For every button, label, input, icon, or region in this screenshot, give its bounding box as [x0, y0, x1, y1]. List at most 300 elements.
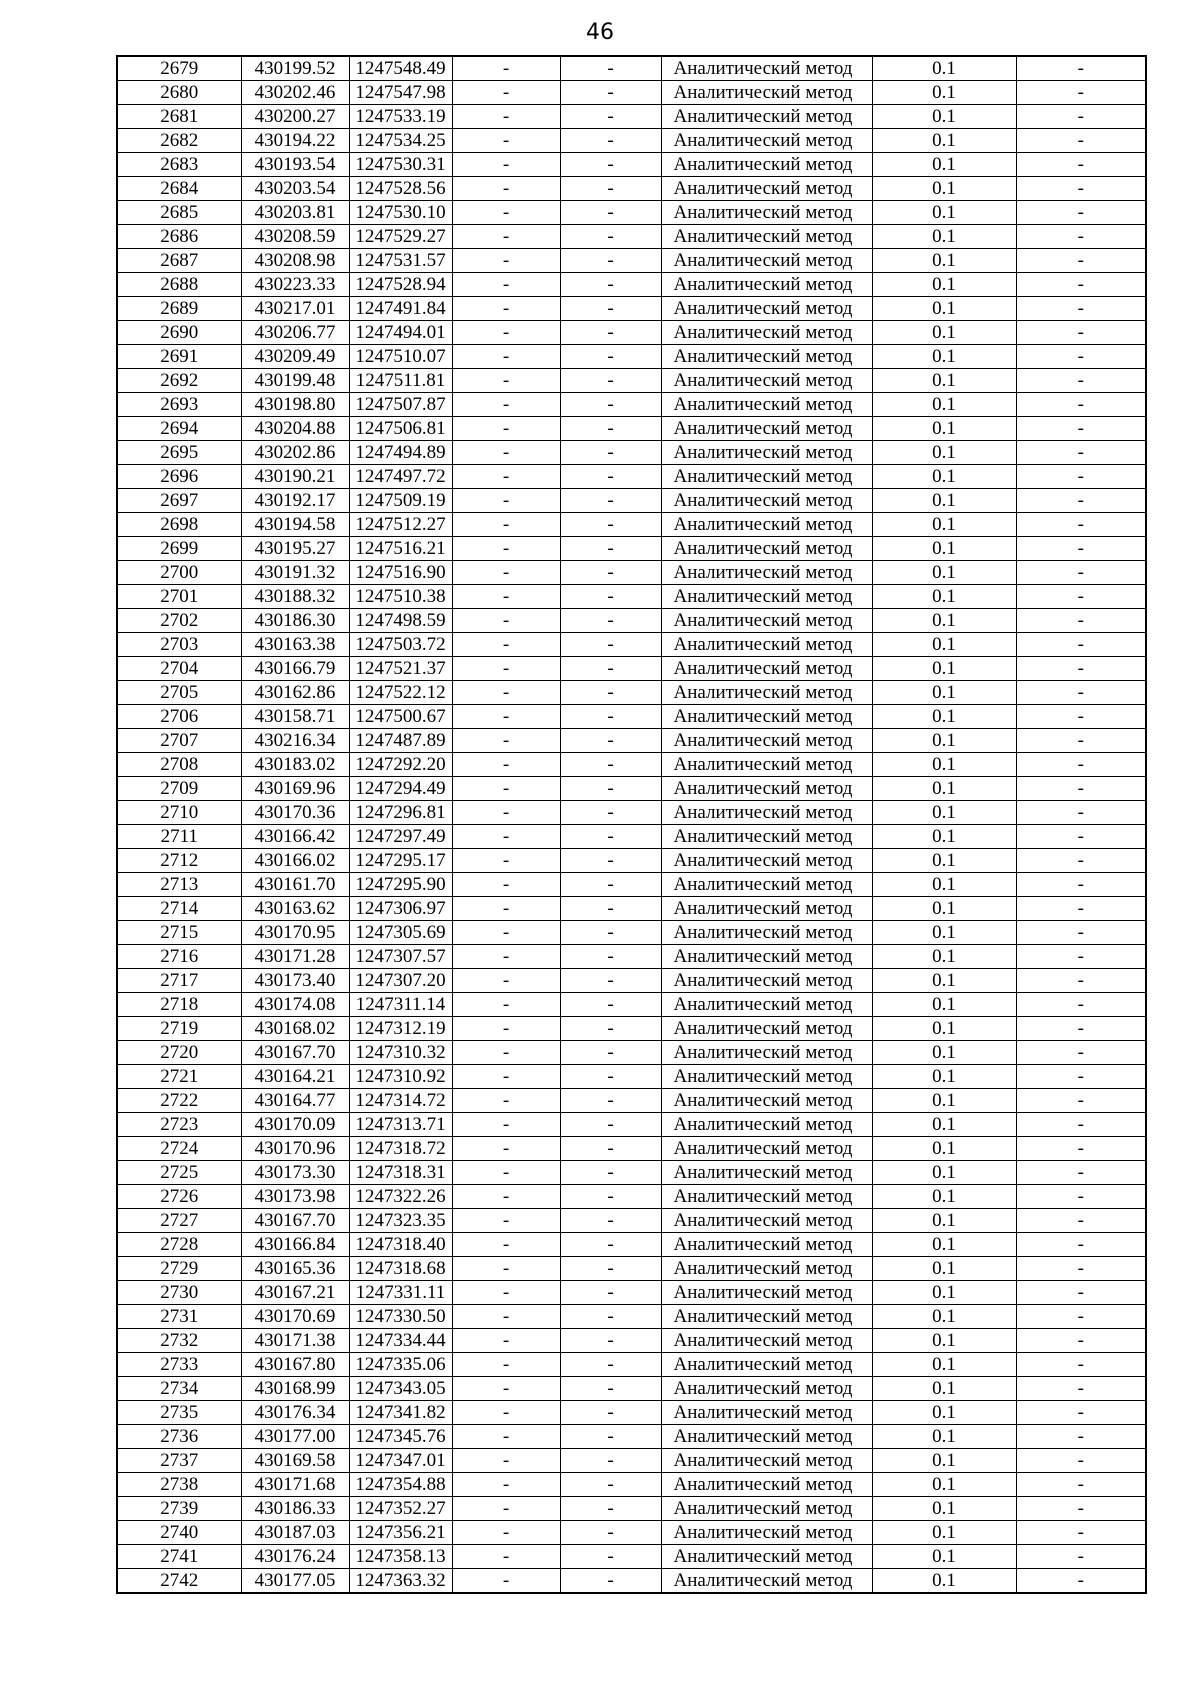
point-number-cell: 2703 — [117, 633, 241, 657]
x-coordinate-cell: 430168.99 — [241, 1377, 349, 1401]
empty-cell-2: - — [560, 465, 661, 489]
point-number-cell: 2697 — [117, 489, 241, 513]
table-row — [117, 153, 1146, 177]
accuracy-cell: 0.1 — [872, 1185, 1016, 1209]
table-row — [117, 1329, 1146, 1353]
accuracy-cell: 0.1 — [872, 873, 1016, 897]
empty-cell-3: - — [1016, 777, 1146, 801]
point-number-cell: 2726 — [117, 1185, 241, 1209]
accuracy-cell: 0.1 — [872, 1065, 1016, 1089]
x-coordinate-cell: 430173.98 — [241, 1185, 349, 1209]
point-number-cell: 2725 — [117, 1161, 241, 1185]
x-coordinate-cell: 430173.40 — [241, 969, 349, 993]
y-coordinate-cell: 1247510.07 — [349, 345, 452, 369]
point-number-cell: 2705 — [117, 681, 241, 705]
x-coordinate-cell: 430186.33 — [241, 1497, 349, 1521]
empty-cell-3: - — [1016, 585, 1146, 609]
point-number-cell: 2681 — [117, 105, 241, 129]
point-number-cell: 2688 — [117, 273, 241, 297]
method-cell: Аналитический метод — [661, 1137, 872, 1161]
empty-cell-2: - — [560, 345, 661, 369]
empty-cell-3: - — [1016, 1281, 1146, 1305]
point-number-cell: 2730 — [117, 1281, 241, 1305]
x-coordinate-cell: 430188.32 — [241, 585, 349, 609]
empty-cell-3: - — [1016, 1257, 1146, 1281]
accuracy-cell: 0.1 — [872, 705, 1016, 729]
method-cell: Аналитический метод — [661, 897, 872, 921]
point-number-cell: 2728 — [117, 1233, 241, 1257]
y-coordinate-cell: 1247331.11 — [349, 1281, 452, 1305]
empty-cell-2: - — [560, 1089, 661, 1113]
x-coordinate-cell: 430162.86 — [241, 681, 349, 705]
table-row — [117, 1377, 1146, 1401]
point-number-cell: 2691 — [117, 345, 241, 369]
x-coordinate-cell: 430158.71 — [241, 705, 349, 729]
empty-cell-3: - — [1016, 345, 1146, 369]
empty-cell-1: - — [452, 1329, 560, 1353]
empty-cell-3: - — [1016, 489, 1146, 513]
y-coordinate-cell: 1247312.19 — [349, 1017, 452, 1041]
empty-cell-1: - — [452, 561, 560, 585]
accuracy-cell: 0.1 — [872, 1425, 1016, 1449]
empty-cell-2: - — [560, 561, 661, 585]
x-coordinate-cell: 430191.32 — [241, 561, 349, 585]
point-number-cell: 2717 — [117, 969, 241, 993]
method-cell: Аналитический метод — [661, 1041, 872, 1065]
accuracy-cell: 0.1 — [872, 249, 1016, 273]
method-cell: Аналитический метод — [661, 1329, 872, 1353]
accuracy-cell: 0.1 — [872, 105, 1016, 129]
table-row — [117, 369, 1146, 393]
x-coordinate-cell: 430169.96 — [241, 777, 349, 801]
empty-cell-1: - — [452, 1065, 560, 1089]
table-row — [117, 633, 1146, 657]
empty-cell-2: - — [560, 801, 661, 825]
empty-cell-1: - — [452, 297, 560, 321]
empty-cell-2: - — [560, 1017, 661, 1041]
method-cell: Аналитический метод — [661, 753, 872, 777]
accuracy-cell: 0.1 — [872, 1305, 1016, 1329]
point-number-cell: 2741 — [117, 1545, 241, 1569]
empty-cell-2: - — [560, 1449, 661, 1473]
table-row — [117, 129, 1146, 153]
accuracy-cell: 0.1 — [872, 441, 1016, 465]
empty-cell-2: - — [560, 1377, 661, 1401]
empty-cell-2: - — [560, 729, 661, 753]
empty-cell-2: - — [560, 1233, 661, 1257]
table-row — [117, 945, 1146, 969]
accuracy-cell: 0.1 — [872, 1377, 1016, 1401]
x-coordinate-cell: 430170.96 — [241, 1137, 349, 1161]
point-number-cell: 2738 — [117, 1473, 241, 1497]
accuracy-cell: 0.1 — [872, 465, 1016, 489]
table-row — [117, 249, 1146, 273]
table-row — [117, 657, 1146, 681]
accuracy-cell: 0.1 — [872, 1569, 1016, 1594]
empty-cell-1: - — [452, 105, 560, 129]
empty-cell-2: - — [560, 609, 661, 633]
empty-cell-3: - — [1016, 465, 1146, 489]
accuracy-cell: 0.1 — [872, 1497, 1016, 1521]
y-coordinate-cell: 1247511.81 — [349, 369, 452, 393]
empty-cell-3: - — [1016, 369, 1146, 393]
y-coordinate-cell: 1247547.98 — [349, 81, 452, 105]
method-cell: Аналитический метод — [661, 225, 872, 249]
accuracy-cell: 0.1 — [872, 153, 1016, 177]
x-coordinate-cell: 430216.34 — [241, 729, 349, 753]
empty-cell-2: - — [560, 441, 661, 465]
method-cell: Аналитический метод — [661, 657, 872, 681]
empty-cell-1: - — [452, 609, 560, 633]
x-coordinate-cell: 430171.68 — [241, 1473, 349, 1497]
x-coordinate-cell: 430176.24 — [241, 1545, 349, 1569]
point-number-cell: 2700 — [117, 561, 241, 585]
point-number-cell: 2712 — [117, 849, 241, 873]
method-cell: Аналитический метод — [661, 969, 872, 993]
empty-cell-3: - — [1016, 873, 1146, 897]
accuracy-cell: 0.1 — [872, 345, 1016, 369]
x-coordinate-cell: 430193.54 — [241, 153, 349, 177]
table-row — [117, 201, 1146, 225]
accuracy-cell: 0.1 — [872, 369, 1016, 393]
empty-cell-3: - — [1016, 1161, 1146, 1185]
x-coordinate-cell: 430170.09 — [241, 1113, 349, 1137]
empty-cell-1: - — [452, 201, 560, 225]
point-number-cell: 2713 — [117, 873, 241, 897]
empty-cell-3: - — [1016, 1401, 1146, 1425]
empty-cell-1: - — [452, 537, 560, 561]
method-cell: Аналитический метод — [661, 273, 872, 297]
y-coordinate-cell: 1247318.68 — [349, 1257, 452, 1281]
empty-cell-3: - — [1016, 225, 1146, 249]
x-coordinate-cell: 430171.28 — [241, 945, 349, 969]
empty-cell-1: - — [452, 633, 560, 657]
accuracy-cell: 0.1 — [872, 969, 1016, 993]
method-cell: Аналитический метод — [661, 1257, 872, 1281]
method-cell: Аналитический метод — [661, 1353, 872, 1377]
accuracy-cell: 0.1 — [872, 225, 1016, 249]
y-coordinate-cell: 1247503.72 — [349, 633, 452, 657]
y-coordinate-cell: 1247310.92 — [349, 1065, 452, 1089]
empty-cell-2: - — [560, 369, 661, 393]
empty-cell-2: - — [560, 225, 661, 249]
y-coordinate-cell: 1247510.38 — [349, 585, 452, 609]
empty-cell-1: - — [452, 945, 560, 969]
empty-cell-1: - — [452, 273, 560, 297]
empty-cell-2: - — [560, 1041, 661, 1065]
empty-cell-2: - — [560, 513, 661, 537]
method-cell: Аналитический метод — [661, 1209, 872, 1233]
method-cell: Аналитический метод — [661, 1017, 872, 1041]
empty-cell-2: - — [560, 1113, 661, 1137]
empty-cell-2: - — [560, 777, 661, 801]
empty-cell-1: - — [452, 777, 560, 801]
x-coordinate-cell: 430164.77 — [241, 1089, 349, 1113]
empty-cell-2: - — [560, 825, 661, 849]
empty-cell-2: - — [560, 297, 661, 321]
y-coordinate-cell: 1247548.49 — [349, 56, 452, 81]
method-cell: Аналитический метод — [661, 393, 872, 417]
accuracy-cell: 0.1 — [872, 849, 1016, 873]
y-coordinate-cell: 1247347.01 — [349, 1449, 452, 1473]
x-coordinate-cell: 430170.95 — [241, 921, 349, 945]
x-coordinate-cell: 430203.81 — [241, 201, 349, 225]
empty-cell-3: - — [1016, 1089, 1146, 1113]
table-row — [117, 729, 1146, 753]
point-number-cell: 2737 — [117, 1449, 241, 1473]
empty-cell-3: - — [1016, 153, 1146, 177]
table-row — [117, 585, 1146, 609]
y-coordinate-cell: 1247497.72 — [349, 465, 452, 489]
empty-cell-3: - — [1016, 1569, 1146, 1594]
y-coordinate-cell: 1247334.44 — [349, 1329, 452, 1353]
table-row — [117, 1089, 1146, 1113]
table-row — [117, 297, 1146, 321]
accuracy-cell: 0.1 — [872, 1233, 1016, 1257]
point-number-cell: 2689 — [117, 297, 241, 321]
table-row — [117, 1545, 1146, 1569]
empty-cell-3: - — [1016, 1545, 1146, 1569]
empty-cell-2: - — [560, 417, 661, 441]
empty-cell-2: - — [560, 1569, 661, 1594]
x-coordinate-cell: 430170.36 — [241, 801, 349, 825]
point-number-cell: 2699 — [117, 537, 241, 561]
method-cell: Аналитический метод — [661, 1305, 872, 1329]
table-row — [117, 321, 1146, 345]
accuracy-cell: 0.1 — [872, 993, 1016, 1017]
accuracy-cell: 0.1 — [872, 1281, 1016, 1305]
empty-cell-1: - — [452, 897, 560, 921]
y-coordinate-cell: 1247335.06 — [349, 1353, 452, 1377]
empty-cell-3: - — [1016, 273, 1146, 297]
y-coordinate-cell: 1247305.69 — [349, 921, 452, 945]
point-number-cell: 2729 — [117, 1257, 241, 1281]
point-number-cell: 2721 — [117, 1065, 241, 1089]
accuracy-cell: 0.1 — [872, 1161, 1016, 1185]
empty-cell-2: - — [560, 321, 661, 345]
method-cell: Аналитический метод — [661, 369, 872, 393]
x-coordinate-cell: 430198.80 — [241, 393, 349, 417]
empty-cell-2: - — [560, 945, 661, 969]
method-cell: Аналитический метод — [661, 1521, 872, 1545]
empty-cell-2: - — [560, 633, 661, 657]
point-number-cell: 2715 — [117, 921, 241, 945]
empty-cell-1: - — [452, 681, 560, 705]
x-coordinate-cell: 430167.70 — [241, 1209, 349, 1233]
table-row — [117, 1497, 1146, 1521]
empty-cell-1: - — [452, 321, 560, 345]
empty-cell-3: - — [1016, 1065, 1146, 1089]
empty-cell-3: - — [1016, 561, 1146, 585]
y-coordinate-cell: 1247528.94 — [349, 273, 452, 297]
y-coordinate-cell: 1247343.05 — [349, 1377, 452, 1401]
y-coordinate-cell: 1247294.49 — [349, 777, 452, 801]
point-number-cell: 2735 — [117, 1401, 241, 1425]
accuracy-cell: 0.1 — [872, 1017, 1016, 1041]
empty-cell-1: - — [452, 1473, 560, 1497]
empty-cell-1: - — [452, 1425, 560, 1449]
empty-cell-1: - — [452, 801, 560, 825]
method-cell: Аналитический метод — [661, 705, 872, 729]
empty-cell-1: - — [452, 1161, 560, 1185]
empty-cell-2: - — [560, 657, 661, 681]
method-cell: Аналитический метод — [661, 177, 872, 201]
y-coordinate-cell: 1247531.57 — [349, 249, 452, 273]
empty-cell-1: - — [452, 993, 560, 1017]
table-row — [117, 1473, 1146, 1497]
empty-cell-3: - — [1016, 1377, 1146, 1401]
method-cell: Аналитический метод — [661, 1401, 872, 1425]
empty-cell-3: - — [1016, 1017, 1146, 1041]
point-number-cell: 2706 — [117, 705, 241, 729]
method-cell: Аналитический метод — [661, 465, 872, 489]
y-coordinate-cell: 1247322.26 — [349, 1185, 452, 1209]
x-coordinate-cell: 430163.38 — [241, 633, 349, 657]
x-coordinate-cell: 430166.84 — [241, 1233, 349, 1257]
empty-cell-2: - — [560, 1305, 661, 1329]
accuracy-cell: 0.1 — [872, 56, 1016, 81]
accuracy-cell: 0.1 — [872, 273, 1016, 297]
table-row — [117, 1353, 1146, 1377]
accuracy-cell: 0.1 — [872, 729, 1016, 753]
empty-cell-2: - — [560, 81, 661, 105]
empty-cell-3: - — [1016, 1329, 1146, 1353]
method-cell: Аналитический метод — [661, 921, 872, 945]
point-number-cell: 2701 — [117, 585, 241, 609]
accuracy-cell: 0.1 — [872, 945, 1016, 969]
y-coordinate-cell: 1247318.31 — [349, 1161, 452, 1185]
method-cell: Аналитический метод — [661, 1377, 872, 1401]
accuracy-cell: 0.1 — [872, 609, 1016, 633]
x-coordinate-cell: 430199.52 — [241, 56, 349, 81]
empty-cell-2: - — [560, 753, 661, 777]
empty-cell-1: - — [452, 369, 560, 393]
y-coordinate-cell: 1247292.20 — [349, 753, 452, 777]
empty-cell-3: - — [1016, 705, 1146, 729]
table-row — [117, 393, 1146, 417]
accuracy-cell: 0.1 — [872, 1137, 1016, 1161]
empty-cell-3: - — [1016, 1449, 1146, 1473]
table-row — [117, 1401, 1146, 1425]
table-row — [117, 273, 1146, 297]
empty-cell-2: - — [560, 489, 661, 513]
x-coordinate-cell: 430194.22 — [241, 129, 349, 153]
y-coordinate-cell: 1247352.27 — [349, 1497, 452, 1521]
table-row — [117, 561, 1146, 585]
table-row — [117, 465, 1146, 489]
y-coordinate-cell: 1247529.27 — [349, 225, 452, 249]
method-cell: Аналитический метод — [661, 1545, 872, 1569]
y-coordinate-cell: 1247528.56 — [349, 177, 452, 201]
table-row — [117, 993, 1146, 1017]
empty-cell-3: - — [1016, 1521, 1146, 1545]
method-cell: Аналитический метод — [661, 129, 872, 153]
method-cell: Аналитический метод — [661, 105, 872, 129]
point-number-cell: 2687 — [117, 249, 241, 273]
y-coordinate-cell: 1247311.14 — [349, 993, 452, 1017]
empty-cell-3: - — [1016, 1137, 1146, 1161]
y-coordinate-cell: 1247358.13 — [349, 1545, 452, 1569]
method-cell: Аналитический метод — [661, 585, 872, 609]
empty-cell-1: - — [452, 1113, 560, 1137]
empty-cell-1: - — [452, 417, 560, 441]
empty-cell-3: - — [1016, 1305, 1146, 1329]
empty-cell-2: - — [560, 1185, 661, 1209]
point-number-cell: 2702 — [117, 609, 241, 633]
y-coordinate-cell: 1247307.20 — [349, 969, 452, 993]
accuracy-cell: 0.1 — [872, 585, 1016, 609]
table-row — [117, 489, 1146, 513]
empty-cell-3: - — [1016, 633, 1146, 657]
method-cell: Аналитический метод — [661, 513, 872, 537]
empty-cell-1: - — [452, 441, 560, 465]
empty-cell-3: - — [1016, 1233, 1146, 1257]
method-cell: Аналитический метод — [661, 441, 872, 465]
accuracy-cell: 0.1 — [872, 1545, 1016, 1569]
empty-cell-2: - — [560, 1281, 661, 1305]
table-row — [117, 1017, 1146, 1041]
accuracy-cell: 0.1 — [872, 1329, 1016, 1353]
empty-cell-1: - — [452, 1497, 560, 1521]
empty-cell-3: - — [1016, 81, 1146, 105]
empty-cell-1: - — [452, 1089, 560, 1113]
point-number-cell: 2734 — [117, 1377, 241, 1401]
empty-cell-1: - — [452, 465, 560, 489]
accuracy-cell: 0.1 — [872, 129, 1016, 153]
accuracy-cell: 0.1 — [872, 1449, 1016, 1473]
empty-cell-2: - — [560, 873, 661, 897]
empty-cell-2: - — [560, 1209, 661, 1233]
accuracy-cell: 0.1 — [872, 1113, 1016, 1137]
empty-cell-3: - — [1016, 921, 1146, 945]
accuracy-cell: 0.1 — [872, 561, 1016, 585]
table-row — [117, 1305, 1146, 1329]
table-row — [117, 441, 1146, 465]
y-coordinate-cell: 1247306.97 — [349, 897, 452, 921]
method-cell: Аналитический метод — [661, 345, 872, 369]
y-coordinate-cell: 1247530.31 — [349, 153, 452, 177]
empty-cell-1: - — [452, 753, 560, 777]
empty-cell-1: - — [452, 129, 560, 153]
empty-cell-3: - — [1016, 849, 1146, 873]
x-coordinate-cell: 430194.58 — [241, 513, 349, 537]
method-cell: Аналитический метод — [661, 321, 872, 345]
empty-cell-3: - — [1016, 537, 1146, 561]
empty-cell-3: - — [1016, 129, 1146, 153]
x-coordinate-cell: 430170.69 — [241, 1305, 349, 1329]
point-number-cell: 2716 — [117, 945, 241, 969]
empty-cell-2: - — [560, 1401, 661, 1425]
empty-cell-1: - — [452, 705, 560, 729]
empty-cell-1: - — [452, 1545, 560, 1569]
empty-cell-2: - — [560, 969, 661, 993]
y-coordinate-cell: 1247307.57 — [349, 945, 452, 969]
empty-cell-1: - — [452, 56, 560, 81]
empty-cell-3: - — [1016, 657, 1146, 681]
x-coordinate-cell: 430217.01 — [241, 297, 349, 321]
x-coordinate-cell: 430169.58 — [241, 1449, 349, 1473]
accuracy-cell: 0.1 — [872, 177, 1016, 201]
table-row — [117, 897, 1146, 921]
empty-cell-2: - — [560, 177, 661, 201]
empty-cell-1: - — [452, 1209, 560, 1233]
empty-cell-3: - — [1016, 729, 1146, 753]
empty-cell-1: - — [452, 825, 560, 849]
y-coordinate-cell: 1247296.81 — [349, 801, 452, 825]
y-coordinate-cell: 1247356.21 — [349, 1521, 452, 1545]
empty-cell-2: - — [560, 1473, 661, 1497]
method-cell: Аналитический метод — [661, 1089, 872, 1113]
